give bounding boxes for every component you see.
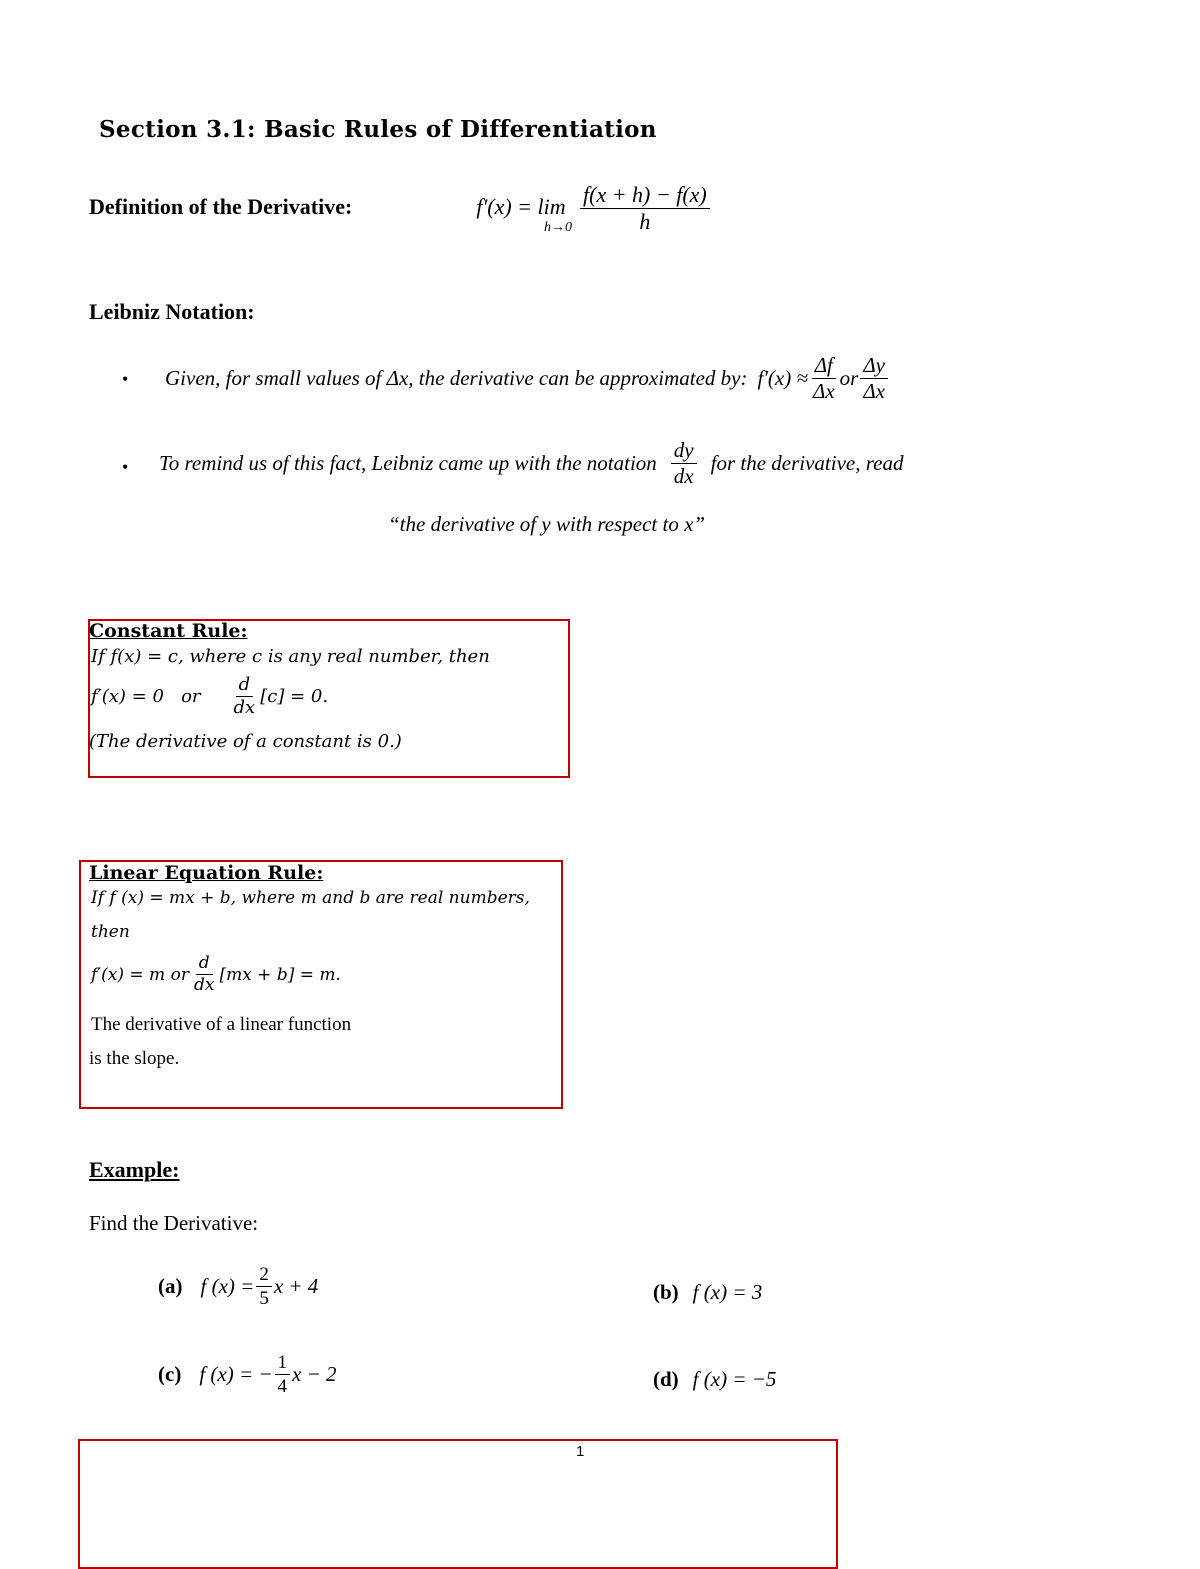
leibniz-approx-lhs: f′(x) ≈ bbox=[757, 366, 808, 390]
example-b-label: (b) bbox=[653, 1280, 679, 1304]
example-c-num: 1 bbox=[275, 1353, 291, 1375]
delta-f-fraction bbox=[810, 355, 838, 402]
example-instruction: Find the Derivative: bbox=[89, 1211, 259, 1235]
leibniz-quote: “the derivative of y with respect to x” bbox=[388, 512, 706, 536]
constant-rule-d-dx bbox=[231, 676, 259, 717]
example-a-num: 2 bbox=[256, 1265, 272, 1287]
bullet-2: • bbox=[122, 457, 129, 477]
delta-f-den: Δx bbox=[813, 379, 835, 403]
example-a-label: (a) bbox=[158, 1274, 183, 1298]
linear-rule-line-5: is the slope. bbox=[89, 1048, 180, 1069]
leibniz-label: Leibniz Notation: bbox=[89, 299, 255, 324]
leibniz-bullet-2-tail: for the derivative, read bbox=[710, 451, 904, 475]
page-title: Section 3.1: Basic Rules of Differentiation bbox=[99, 116, 657, 143]
leibniz-bullet-1-text: Given, for small values of Δx, the derivative can be approximated by: bbox=[165, 366, 748, 390]
leibniz-bullet-1 bbox=[165, 355, 890, 402]
leibniz-or: or bbox=[839, 366, 859, 390]
example-a-fraction bbox=[256, 1265, 272, 1308]
example-a-den: 5 bbox=[259, 1288, 269, 1309]
example-a-lhs: f (x) = bbox=[200, 1274, 255, 1298]
constant-rule-lhs: f′(x) = 0 or bbox=[91, 686, 201, 707]
linear-rule-line-1: If f (x) = mx + b, where m and b are real numbers, bbox=[91, 888, 530, 908]
example-d-expr: f (x) = −5 bbox=[692, 1367, 777, 1391]
constant-rule-d: d bbox=[236, 676, 254, 697]
leibniz-bullet-2 bbox=[159, 440, 903, 487]
example-c-label: (c) bbox=[158, 1362, 182, 1386]
example-b bbox=[653, 1280, 762, 1305]
constant-rule-title: Constant Rule: bbox=[89, 620, 248, 642]
definition-denominator: h bbox=[639, 208, 651, 234]
linear-rule-line-3 bbox=[91, 955, 341, 994]
dx-den: dx bbox=[673, 464, 694, 488]
definition-numerator: f(x + h) − f(x) bbox=[580, 184, 710, 209]
delta-y-den: Δx bbox=[863, 379, 885, 403]
example-c-den: 4 bbox=[277, 1376, 288, 1397]
example-c-lhs: f (x) = − bbox=[199, 1362, 273, 1386]
linear-rule-lhs: f′(x) = m or bbox=[91, 964, 189, 985]
example-b-expr: f (x) = 3 bbox=[692, 1280, 763, 1304]
constant-rule-line-1: If f(x) = c, where c is any real number, then bbox=[91, 646, 490, 667]
definition-label: Definition of the Derivative: bbox=[89, 194, 353, 219]
constant-rule-line-3: (The derivative of a constant is 0.) bbox=[89, 731, 402, 752]
linear-rule-d-dx bbox=[191, 955, 217, 994]
linear-rule-d: d bbox=[196, 955, 213, 975]
constant-rule-dx: dx bbox=[233, 697, 256, 718]
linear-rule-rhs: [mx + b] = m. bbox=[219, 964, 341, 985]
example-a bbox=[158, 1265, 318, 1308]
example-d bbox=[653, 1367, 776, 1392]
delta-y-fraction bbox=[860, 355, 888, 402]
example-c-rhs: x − 2 bbox=[292, 1362, 337, 1386]
example-d-label: (d) bbox=[653, 1367, 679, 1391]
bullet-1: • bbox=[122, 369, 129, 389]
delta-y-num: Δy bbox=[860, 355, 888, 379]
constant-rule-rhs: [c] = 0. bbox=[260, 686, 329, 707]
linear-rule-line-4: The derivative of a linear function bbox=[91, 1014, 352, 1035]
bottom-box bbox=[78, 1439, 838, 1569]
linear-rule-line-2: then bbox=[91, 922, 130, 942]
example-a-rhs: x + 4 bbox=[273, 1274, 319, 1298]
example-heading: Example: bbox=[89, 1157, 180, 1182]
dy-num: dy bbox=[671, 440, 697, 464]
definition-formula bbox=[470, 180, 712, 236]
example-c bbox=[158, 1353, 337, 1396]
definition-lhs: f′(x) = lim bbox=[476, 194, 566, 219]
leibniz-bullet-2-text: To remind us of this fact, Leibniz came up with the notation bbox=[159, 451, 657, 475]
example-c-fraction bbox=[275, 1353, 291, 1396]
delta-f-num: Δf bbox=[812, 355, 836, 379]
definition-fraction bbox=[580, 181, 710, 234]
dy-dx-fraction bbox=[671, 440, 697, 487]
constant-rule-line-2 bbox=[91, 676, 328, 717]
definition-limit-sub: h→0 bbox=[544, 220, 572, 235]
linear-rule-title: Linear Equation Rule: bbox=[89, 862, 324, 884]
page-number: 1 bbox=[576, 1443, 585, 1460]
linear-rule-dx: dx bbox=[193, 975, 215, 995]
